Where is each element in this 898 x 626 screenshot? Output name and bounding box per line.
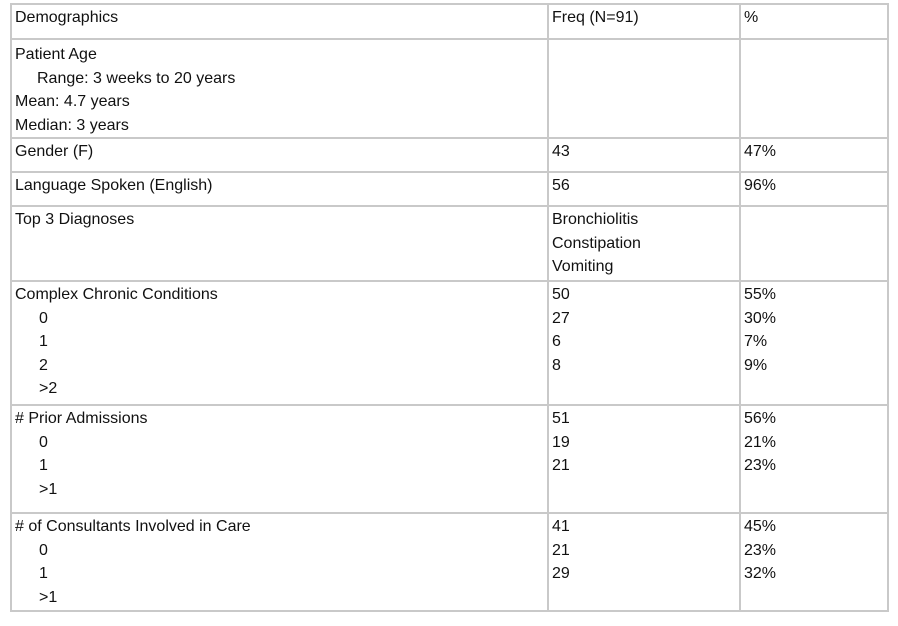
header-percent: % <box>740 4 888 39</box>
diagnoses-label: Top 3 Diagnoses <box>11 206 548 281</box>
prior-admissions-sub: 1 <box>39 457 48 474</box>
ccc-label-cell <box>11 281 548 405</box>
gender-pct: 47% <box>740 138 888 172</box>
consultants-pct-cell <box>740 513 888 611</box>
consultants-pct: 23% <box>744 541 777 559</box>
ccc-sub: 1 <box>39 333 48 350</box>
header-demographics: Demographics <box>11 4 548 39</box>
table-row-prior-admissions <box>11 405 888 513</box>
gender-label: Gender (F) <box>11 138 548 172</box>
prior-admissions-freq: 21 <box>552 457 570 474</box>
ccc-pct: 55% <box>744 286 777 303</box>
prior-admissions-freq: 19 <box>552 433 570 451</box>
gender-freq: 43 <box>548 138 740 172</box>
patient-age-mean: Mean: 4.7 years <box>15 93 130 110</box>
consultants-freq-cell <box>548 513 740 611</box>
table-row-patient-age <box>11 39 888 138</box>
patient-age-freq <box>548 39 740 138</box>
table-row-diagnoses <box>11 206 888 281</box>
ccc-pct: 30% <box>744 309 777 327</box>
diagnosis-item: Bronchiolitis <box>552 211 639 228</box>
language-pct: 96% <box>740 172 888 206</box>
ccc-pct: 9% <box>744 356 768 374</box>
prior-admissions-pct: 23% <box>744 457 777 474</box>
ccc-title: Complex Chronic Conditions <box>15 286 218 303</box>
table-row-language <box>11 172 888 206</box>
prior-admissions-sub: 0 <box>39 433 48 451</box>
prior-admissions-sub: >1 <box>39 480 58 498</box>
consultants-freq: 41 <box>552 518 570 535</box>
patient-age-title: Patient Age <box>15 46 97 63</box>
prior-admissions-freq: 51 <box>552 410 570 427</box>
consultants-label-cell <box>11 513 548 611</box>
consultants-freq: 21 <box>552 541 570 559</box>
consultants-pct: 45% <box>744 518 777 535</box>
demographics-table <box>10 3 889 612</box>
diagnosis-item: Vomiting <box>552 258 614 275</box>
prior-admissions-freq-cell <box>548 405 740 513</box>
ccc-freq: 50 <box>552 286 570 303</box>
header-freq: Freq (N=91) <box>548 4 740 39</box>
consultants-sub: >1 <box>39 588 58 606</box>
consultants-sub: 1 <box>39 565 48 582</box>
prior-admissions-label-cell <box>11 405 548 513</box>
consultants-pct: 32% <box>744 565 777 582</box>
consultants-freq: 29 <box>552 565 570 582</box>
ccc-pct-cell <box>740 281 888 405</box>
patient-age-pct <box>740 39 888 138</box>
ccc-freq: 6 <box>552 333 561 350</box>
table-row-gender <box>11 138 888 172</box>
ccc-sub: >2 <box>39 380 58 397</box>
header-row <box>11 4 888 39</box>
ccc-pct: 7% <box>744 333 768 350</box>
ccc-freq: 8 <box>552 356 561 374</box>
table-row-consultants <box>11 513 888 611</box>
patient-age-median: Median: 3 years <box>15 116 129 134</box>
prior-admissions-pct: 56% <box>744 410 777 427</box>
prior-admissions-pct: 21% <box>744 433 777 451</box>
diagnoses-pct <box>740 206 888 281</box>
patient-age-range: Range: 3 weeks to 20 years <box>37 69 236 87</box>
language-label: Language Spoken (English) <box>11 172 548 206</box>
diagnoses-list <box>548 206 740 281</box>
patient-age-cell <box>11 39 548 138</box>
diagnosis-item: Constipation <box>552 234 641 252</box>
ccc-freq: 27 <box>552 309 570 327</box>
prior-admissions-pct-cell <box>740 405 888 513</box>
ccc-freq-cell <box>548 281 740 405</box>
consultants-sub: 0 <box>39 541 48 559</box>
consultants-title: # of Consultants Involved in Care <box>15 518 251 535</box>
language-freq: 56 <box>548 172 740 206</box>
ccc-sub: 0 <box>39 309 48 327</box>
table-row-ccc <box>11 281 888 405</box>
prior-admissions-title: # Prior Admissions <box>15 410 148 427</box>
ccc-sub: 2 <box>39 356 48 374</box>
